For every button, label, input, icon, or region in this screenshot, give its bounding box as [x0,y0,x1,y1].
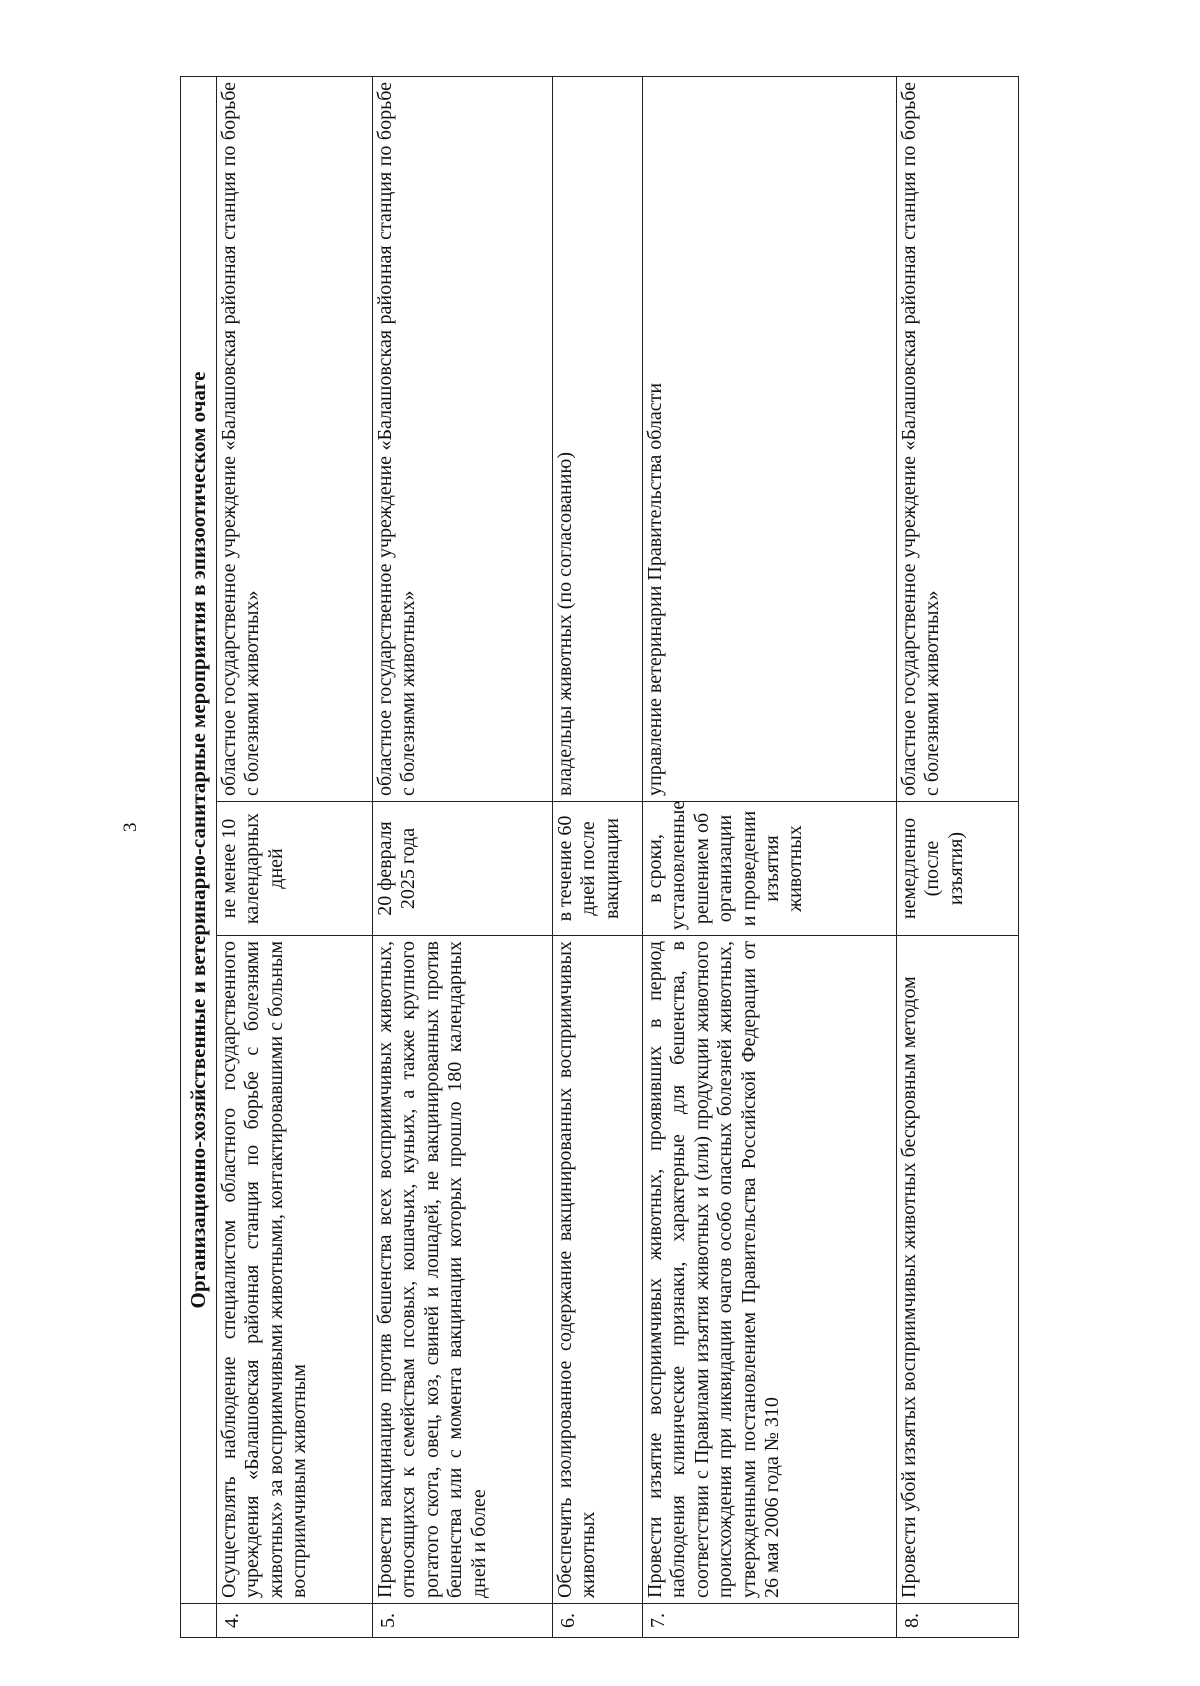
executor-cell: областное государственное учреждение «Балашовская районная станция по борьбе с болезнями животных» [217,77,373,802]
deadline-cell: не менее 10 календарных дней [217,802,373,936]
section-title: Организационно-хозяйственные и ветеринарно-санитарные мероприятия в эпизоотическом очаге [181,77,217,1604]
table-row [643,77,897,1638]
activity-cell: Провести изъятие восприимчивых животных, проявивших в период наблюдения клинические признаки, характерные для бешенства, в соответствии с Правилами изъятия животных и (или) продукции животного происхождения при ликвидации очагов особо опасных болезней животных, утвержденными постановлением Правительства Российской Федерации от 26 мая 2006 года № 310 [643,936,897,1604]
executor-cell: областное государственное учреждение «Балашовская районная станция по борьбе с болезнями животных» [897,77,1019,802]
activity-cell: Обеспечить изолированное содержание вакцинированных восприимчивых животных [553,936,643,1604]
row-number: 6. [553,1604,643,1638]
executor-cell: областное государственное учреждение «Балашовская районная станция по борьбе с болезнями животных» [373,77,553,802]
table-row [217,77,373,1638]
deadline-cell: немедленно (после изъятия) [897,802,1019,936]
section-header-spacer [181,1604,217,1638]
table-row [373,77,553,1638]
row-number: 8. [897,1604,1019,1638]
activity-cell: Осуществлять наблюдение специалистом областного государственного учреждения «Балашовская районная станция по борьбе с болезнями животных» за восприимчивыми животными, контактировавшими с больным восприимчивым животным [217,936,373,1604]
document-table-rotated [180,76,1018,1638]
row-number: 5. [373,1604,553,1638]
executor-cell: управление ветеринарии Правительства области [643,77,897,802]
activity-cell: Провести вакцинацию против бешенства всех восприимчивых животных, относящихся к семействам псовых, кошачьих, куньих, а также крупного рогатого скота, овец, коз, свиней и лошадей, не вакцинированных против бешенства или с момента вакцинации которых прошло 180 календарных дней и более [373,936,553,1604]
section-header-row [181,77,217,1638]
row-number: 4. [217,1604,373,1638]
measures-table [180,76,1019,1638]
executor-cell: владельцы животных (по согласованию) [553,77,643,802]
deadline-cell: 20 февраля 2025 года [373,802,553,936]
page-number: 3 [120,822,141,832]
deadline-cell: в течение 60 дней после вакцинации [553,802,643,936]
row-number: 7. [643,1604,897,1638]
deadline-cell: в сроки, установленные решением об организации и проведении изъятия животных [643,802,897,936]
table-row [897,77,1019,1638]
activity-cell: Провести убой изъятых восприимчивых животных бескровным методом [897,936,1019,1604]
table-row [553,77,643,1638]
